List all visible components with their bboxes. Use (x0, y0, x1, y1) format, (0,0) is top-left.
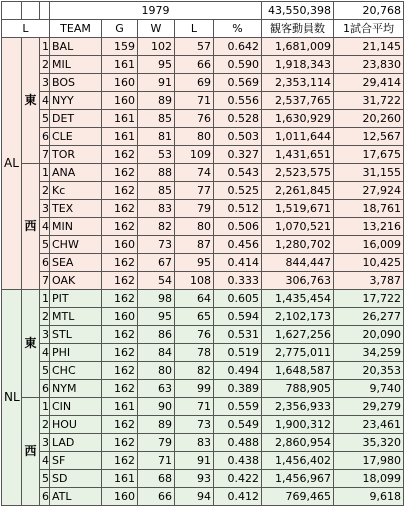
team-row (2, 416, 404, 434)
header-row-columns (2, 20, 404, 38)
average-cell: 10,425 (334, 254, 404, 272)
average-cell: 31,722 (334, 92, 404, 110)
wins-cell: 63 (138, 380, 175, 398)
attendance-cell: 1,011,644 (262, 128, 334, 146)
team-cell: LAD (50, 434, 102, 452)
average-cell: 21,145 (334, 38, 404, 56)
team-cell: BOS (50, 74, 102, 92)
team-row (2, 272, 404, 290)
average-cell: 20,090 (334, 326, 404, 344)
wins-cell: 98 (138, 290, 175, 308)
rank-cell: 3 (40, 434, 50, 452)
wins-cell: 85 (138, 182, 175, 200)
pct-cell: 0.438 (214, 452, 262, 470)
pct-cell: 0.506 (214, 218, 262, 236)
games-cell: 160 (102, 236, 138, 254)
games-cell: 162 (102, 452, 138, 470)
team-row (2, 218, 404, 236)
wins-cell: 86 (138, 326, 175, 344)
rank-cell: 5 (40, 470, 50, 488)
team-row (2, 236, 404, 254)
losses-cell: 65 (175, 308, 214, 326)
pct-cell: 0.543 (214, 164, 262, 182)
wins-cell: 66 (138, 488, 175, 506)
team-cell: BAL (50, 38, 102, 56)
rank-cell: 2 (40, 416, 50, 434)
pct-cell: 0.642 (214, 38, 262, 56)
rank-cell: 2 (40, 56, 50, 74)
attendance-cell: 1,280,702 (262, 236, 334, 254)
wins-cell: 89 (138, 92, 175, 110)
team-row (2, 38, 404, 56)
team-cell: PHI (50, 344, 102, 362)
team-cell: MIL (50, 56, 102, 74)
team-row (2, 200, 404, 218)
rank-cell: 2 (40, 308, 50, 326)
attendance-cell: 1,900,312 (262, 416, 334, 434)
games-cell: 162 (102, 434, 138, 452)
team-row (2, 344, 404, 362)
losses-cell: 71 (175, 92, 214, 110)
games-cell: 162 (102, 362, 138, 380)
pct-cell: 0.559 (214, 398, 262, 416)
rank-cell: 7 (40, 272, 50, 290)
col-average: 1試合平均 (334, 20, 404, 38)
team-cell: Kc (50, 182, 102, 200)
games-cell: 162 (102, 326, 138, 344)
losses-cell: 76 (175, 110, 214, 128)
pct-cell: 0.414 (214, 254, 262, 272)
team-cell: CHW (50, 236, 102, 254)
team-row (2, 434, 404, 452)
col-attendance: 観客動員数 (262, 20, 334, 38)
team-cell: ATL (50, 488, 102, 506)
team-row (2, 452, 404, 470)
team-row (2, 92, 404, 110)
attendance-cell: 844,447 (262, 254, 334, 272)
team-cell: DET (50, 110, 102, 128)
average-cell: 17,980 (334, 452, 404, 470)
games-cell: 162 (102, 272, 138, 290)
team-row (2, 470, 404, 488)
losses-cell: 80 (175, 128, 214, 146)
wins-cell: 82 (138, 218, 175, 236)
pct-cell: 0.605 (214, 290, 262, 308)
team-cell: CHC (50, 362, 102, 380)
wins-cell: 102 (138, 38, 175, 56)
average-cell: 12,567 (334, 128, 404, 146)
attendance-cell: 2,356,933 (262, 398, 334, 416)
games-cell: 161 (102, 128, 138, 146)
team-row (2, 308, 404, 326)
games-cell: 162 (102, 200, 138, 218)
games-cell: 162 (102, 344, 138, 362)
attendance-cell: 1,918,343 (262, 56, 334, 74)
pct-cell: 0.556 (214, 92, 262, 110)
average-cell: 3,787 (334, 272, 404, 290)
col-pct: % (214, 20, 262, 38)
losses-cell: 108 (175, 272, 214, 290)
team-cell: STL (50, 326, 102, 344)
rank-cell: 4 (40, 452, 50, 470)
wins-cell: 73 (138, 236, 175, 254)
average-cell: 23,461 (334, 416, 404, 434)
year-label: 1979 (50, 2, 262, 20)
pct-cell: 0.512 (214, 200, 262, 218)
attendance-cell: 1,431,651 (262, 146, 334, 164)
losses-cell: 82 (175, 362, 214, 380)
rank-cell: 6 (40, 254, 50, 272)
rank-cell: 4 (40, 92, 50, 110)
average-cell: 18,099 (334, 470, 404, 488)
games-cell: 162 (102, 416, 138, 434)
attendance-cell: 788,905 (262, 380, 334, 398)
wins-cell: 85 (138, 110, 175, 128)
team-cell: SEA (50, 254, 102, 272)
games-cell: 160 (102, 308, 138, 326)
team-cell: NYY (50, 92, 102, 110)
wins-cell: 54 (138, 272, 175, 290)
wins-cell: 67 (138, 254, 175, 272)
average-cell: 26,277 (334, 308, 404, 326)
losses-cell: 99 (175, 380, 214, 398)
wins-cell: 81 (138, 128, 175, 146)
league-label: NL (2, 290, 22, 506)
losses-cell: 91 (175, 452, 214, 470)
average-cell: 29,279 (334, 398, 404, 416)
average-cell: 20,260 (334, 110, 404, 128)
attendance-cell: 1,456,402 (262, 452, 334, 470)
team-row (2, 74, 404, 92)
attendance-cell: 2,537,765 (262, 92, 334, 110)
attendance-cell: 2,353,114 (262, 74, 334, 92)
games-cell: 161 (102, 110, 138, 128)
pct-cell: 0.519 (214, 344, 262, 362)
wins-cell: 91 (138, 74, 175, 92)
pct-cell: 0.531 (214, 326, 262, 344)
average-cell: 31,155 (334, 164, 404, 182)
losses-cell: 83 (175, 434, 214, 452)
rank-cell: 5 (40, 236, 50, 254)
team-cell: HOU (50, 416, 102, 434)
attendance-cell: 1,681,009 (262, 38, 334, 56)
games-cell: 160 (102, 488, 138, 506)
attendance-cell: 306,763 (262, 272, 334, 290)
attendance-cell: 1,435,454 (262, 290, 334, 308)
team-cell: SD (50, 470, 102, 488)
average-cell: 34,259 (334, 344, 404, 362)
standings-table (1, 1, 404, 506)
pct-cell: 0.549 (214, 416, 262, 434)
team-row (2, 326, 404, 344)
pct-cell: 0.422 (214, 470, 262, 488)
pct-cell: 0.327 (214, 146, 262, 164)
losses-cell: 71 (175, 398, 214, 416)
games-cell: 161 (102, 56, 138, 74)
attendance-cell: 2,523,575 (262, 164, 334, 182)
col-league: L (2, 20, 50, 38)
attendance-cell: 1,630,929 (262, 110, 334, 128)
header-blank (22, 2, 40, 20)
team-cell: MIN (50, 218, 102, 236)
team-row (2, 362, 404, 380)
losses-cell: 79 (175, 200, 214, 218)
rank-cell: 1 (40, 164, 50, 182)
pct-cell: 0.389 (214, 380, 262, 398)
team-cell: CIN (50, 398, 102, 416)
games-cell: 162 (102, 254, 138, 272)
rank-cell: 5 (40, 110, 50, 128)
wins-cell: 53 (138, 146, 175, 164)
games-cell: 162 (102, 182, 138, 200)
wins-cell: 79 (138, 434, 175, 452)
attendance-cell: 1,648,587 (262, 362, 334, 380)
team-row (2, 488, 404, 506)
wins-cell: 68 (138, 470, 175, 488)
games-cell: 162 (102, 380, 138, 398)
average-cell: 18,761 (334, 200, 404, 218)
team-cell: TOR (50, 146, 102, 164)
rank-cell: 1 (40, 38, 50, 56)
games-cell: 161 (102, 470, 138, 488)
division-label: 西 (22, 398, 40, 506)
rank-cell: 6 (40, 380, 50, 398)
attendance-cell: 2,102,173 (262, 308, 334, 326)
team-row (2, 290, 404, 308)
pct-cell: 0.412 (214, 488, 262, 506)
wins-cell: 95 (138, 308, 175, 326)
average-cell: 16,009 (334, 236, 404, 254)
losses-cell: 78 (175, 344, 214, 362)
losses-cell: 66 (175, 56, 214, 74)
attendance-cell: 1,627,256 (262, 326, 334, 344)
rank-cell: 6 (40, 488, 50, 506)
losses-cell: 109 (175, 146, 214, 164)
losses-cell: 80 (175, 218, 214, 236)
wins-cell: 95 (138, 56, 175, 74)
total-average: 20,768 (334, 2, 404, 20)
pct-cell: 0.525 (214, 182, 262, 200)
rank-cell: 4 (40, 218, 50, 236)
team-row (2, 254, 404, 272)
attendance-cell: 1,070,521 (262, 218, 334, 236)
team-cell: NYM (50, 380, 102, 398)
attendance-cell: 2,860,954 (262, 434, 334, 452)
rank-cell: 6 (40, 128, 50, 146)
league-label: AL (2, 38, 22, 290)
team-row (2, 380, 404, 398)
team-row (2, 110, 404, 128)
games-cell: 160 (102, 74, 138, 92)
rank-cell: 7 (40, 146, 50, 164)
games-cell: 160 (102, 92, 138, 110)
total-attendance: 43,550,398 (262, 2, 334, 20)
team-row (2, 56, 404, 74)
rank-cell: 1 (40, 290, 50, 308)
header-row-year (2, 2, 404, 20)
team-cell: SF (50, 452, 102, 470)
rank-cell: 3 (40, 326, 50, 344)
losses-cell: 76 (175, 326, 214, 344)
losses-cell: 87 (175, 236, 214, 254)
division-label: 西 (22, 164, 40, 290)
average-cell: 17,722 (334, 290, 404, 308)
team-row (2, 398, 404, 416)
average-cell: 23,830 (334, 56, 404, 74)
rank-cell: 3 (40, 200, 50, 218)
losses-cell: 69 (175, 74, 214, 92)
pct-cell: 0.569 (214, 74, 262, 92)
team-cell: TEX (50, 200, 102, 218)
attendance-cell: 2,261,845 (262, 182, 334, 200)
col-wins: W (138, 20, 175, 38)
pct-cell: 0.503 (214, 128, 262, 146)
pct-cell: 0.494 (214, 362, 262, 380)
average-cell: 27,924 (334, 182, 404, 200)
games-cell: 162 (102, 218, 138, 236)
games-cell: 162 (102, 164, 138, 182)
col-team: TEAM (50, 20, 102, 38)
pct-cell: 0.456 (214, 236, 262, 254)
games-cell: 162 (102, 146, 138, 164)
wins-cell: 89 (138, 416, 175, 434)
rank-cell: 2 (40, 182, 50, 200)
team-cell: PIT (50, 290, 102, 308)
team-cell: CLE (50, 128, 102, 146)
losses-cell: 64 (175, 290, 214, 308)
wins-cell: 80 (138, 362, 175, 380)
attendance-cell: 1,456,967 (262, 470, 334, 488)
team-row (2, 146, 404, 164)
team-cell: ANA (50, 164, 102, 182)
pct-cell: 0.333 (214, 272, 262, 290)
pct-cell: 0.528 (214, 110, 262, 128)
average-cell: 29,414 (334, 74, 404, 92)
header-blank (2, 2, 22, 20)
rank-cell: 4 (40, 344, 50, 362)
games-cell: 161 (102, 398, 138, 416)
games-cell: 159 (102, 38, 138, 56)
pct-cell: 0.590 (214, 56, 262, 74)
games-cell: 162 (102, 290, 138, 308)
average-cell: 9,740 (334, 380, 404, 398)
col-games: G (102, 20, 138, 38)
wins-cell: 88 (138, 164, 175, 182)
division-label: 東 (22, 290, 40, 398)
pct-cell: 0.594 (214, 308, 262, 326)
team-row (2, 182, 404, 200)
losses-cell: 73 (175, 416, 214, 434)
team-cell: OAK (50, 272, 102, 290)
rank-cell: 3 (40, 74, 50, 92)
losses-cell: 57 (175, 38, 214, 56)
losses-cell: 74 (175, 164, 214, 182)
losses-cell: 94 (175, 488, 214, 506)
attendance-cell: 1,519,671 (262, 200, 334, 218)
wins-cell: 71 (138, 452, 175, 470)
wins-cell: 83 (138, 200, 175, 218)
losses-cell: 93 (175, 470, 214, 488)
losses-cell: 95 (175, 254, 214, 272)
wins-cell: 90 (138, 398, 175, 416)
rank-cell: 5 (40, 362, 50, 380)
rank-cell: 1 (40, 398, 50, 416)
col-losses: L (175, 20, 214, 38)
header-blank (40, 2, 50, 20)
division-label: 東 (22, 38, 40, 164)
team-row (2, 164, 404, 182)
average-cell: 13,216 (334, 218, 404, 236)
pct-cell: 0.488 (214, 434, 262, 452)
attendance-cell: 769,465 (262, 488, 334, 506)
average-cell: 20,353 (334, 362, 404, 380)
losses-cell: 77 (175, 182, 214, 200)
average-cell: 9,618 (334, 488, 404, 506)
average-cell: 35,320 (334, 434, 404, 452)
wins-cell: 84 (138, 344, 175, 362)
average-cell: 17,675 (334, 146, 404, 164)
team-row (2, 128, 404, 146)
team-cell: MTL (50, 308, 102, 326)
attendance-cell: 2,775,011 (262, 344, 334, 362)
